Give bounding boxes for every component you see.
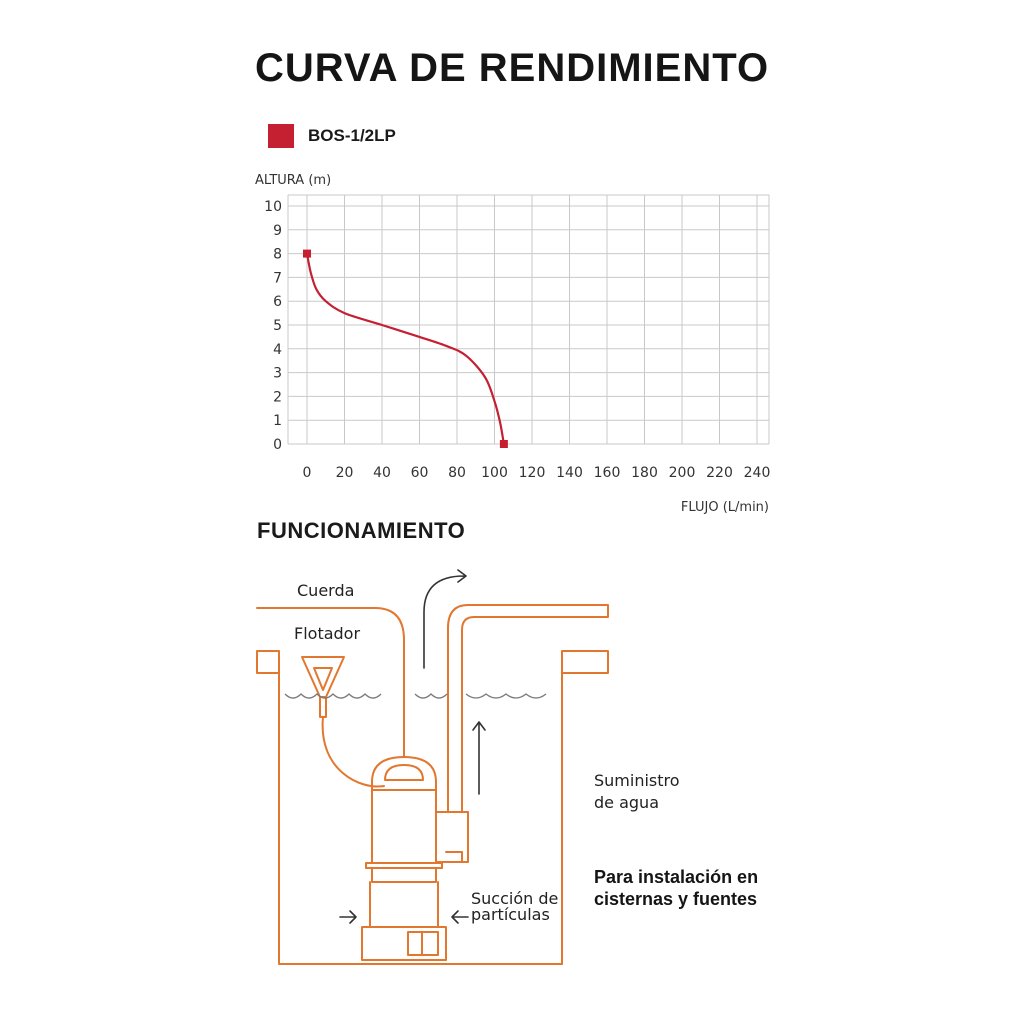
y-tick-label: 6 (273, 294, 282, 311)
page-title: CURVA DE RENDIMIENTO (254, 46, 770, 90)
x-tick-label: 120 (518, 465, 546, 481)
series-end-point (500, 440, 508, 448)
suction-label-1: Succión de (471, 889, 559, 908)
x-tick-label: 20 (335, 465, 354, 481)
y-tick-label: 4 (273, 341, 282, 358)
supply-label-2: de agua (594, 793, 659, 812)
installation-note-line-1: Para instalación en (594, 867, 759, 887)
section-title: FUNCIONAMIENTO (257, 518, 466, 543)
float-label: Flotador (294, 624, 361, 643)
x-tick-label: 140 (556, 465, 583, 481)
y-tick-label: 0 (273, 437, 282, 453)
x-tick-label: 80 (448, 465, 466, 481)
series-start-point (303, 250, 311, 258)
x-tick-label: 100 (481, 465, 508, 481)
x-tick-label: 220 (706, 465, 733, 481)
x-tick-label: 240 (743, 465, 771, 481)
y-tick-label: 2 (273, 389, 282, 406)
x-tick-label: 180 (631, 465, 658, 481)
x-tick-label: 160 (593, 465, 621, 481)
y-tick-label: 7 (273, 270, 282, 287)
y-tick-label: 5 (273, 318, 282, 334)
chart-ticks (264, 199, 770, 481)
x-tick-label: 60 (410, 465, 429, 481)
installation-note (594, 866, 758, 910)
y-tick-label: 8 (273, 246, 282, 263)
x-tick-label: 0 (302, 465, 312, 481)
rope-label: Cuerda (297, 581, 355, 600)
suction-label-2: partículas (471, 905, 550, 924)
supply-label-1: Suministro (594, 771, 680, 790)
legend-label: BOS-1/2LP (308, 126, 396, 145)
y-tick-label: 10 (264, 199, 282, 215)
y-tick-label: 1 (273, 413, 282, 430)
y-axis-label: ALTURA (m) (255, 173, 332, 188)
x-axis-label: FLUJO (L/min) (680, 500, 769, 515)
x-tick-label: 200 (668, 465, 696, 481)
y-tick-label: 3 (273, 365, 282, 382)
x-tick-label: 40 (373, 465, 391, 481)
installation-note-line-2: cisternas y fuentes (594, 889, 758, 909)
y-tick-label: 9 (273, 222, 282, 239)
